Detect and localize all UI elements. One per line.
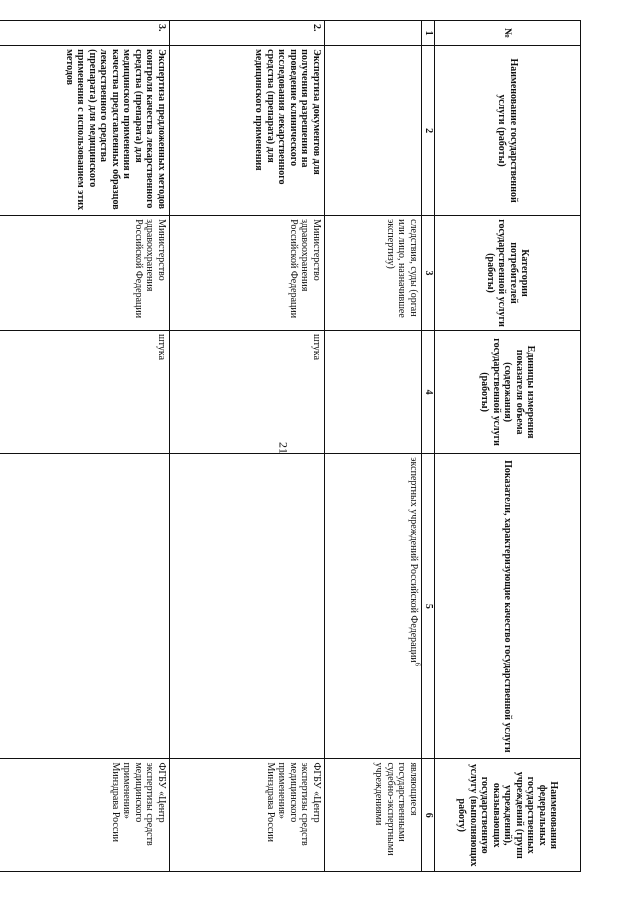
consumer-category: Министерство здравоохранения Российской Федерации [0, 216, 170, 331]
column-number: 4 [422, 330, 435, 453]
volume-unit: штука [0, 330, 170, 453]
table-row [0, 21, 170, 872]
table-rotation-wrapper [64, 20, 581, 872]
header-number: № [435, 21, 581, 46]
volume-unit: штука [170, 330, 325, 453]
column-number: 3 [422, 216, 435, 331]
institution: ФГБУ «Центр экспертизы средств медицинского применения» Минздрава России [0, 759, 170, 872]
column-number: 1 [422, 21, 435, 46]
footnote-marker: 6 [413, 662, 422, 667]
header-quality-indicators: Показатели, характеризующие качество государственной услуги [435, 454, 581, 759]
row-number: 3. [0, 21, 170, 46]
column-number: 5 [422, 454, 435, 759]
header-institutions: Наименования федеральных государственных учреждений (групп учреждений), оказывающих государственную услугу (выполняющих работу) [435, 759, 581, 872]
page-number: 21 [276, 442, 291, 454]
service-name: Экспертиза документов для получения разрешения на проведение клинического исследования лекарственного средства (препарата) для медицинского применения [170, 46, 325, 216]
service-name [325, 46, 422, 216]
column-number: 2 [422, 46, 435, 216]
quality-indicator [0, 454, 170, 759]
table-row [325, 21, 422, 872]
quality-indicator [170, 454, 325, 759]
header-service-name: Наименование государственной услуги (работы) [435, 46, 581, 216]
institution: являющиеся государственными судебно-экспертными учреждениями [325, 759, 422, 872]
row-number [325, 21, 422, 46]
header-volume-units: Единицы измерения показателя объема (содержания) государственной услуги (работы) [435, 330, 581, 453]
column-number-row [422, 21, 435, 872]
quality-indicator-text: экспертных учреждений Российской Федерации [408, 457, 419, 663]
row-number: 2. [170, 21, 325, 46]
institution: ФГБУ «Центр экспертизы средств медицинского применения» Минздрава России [170, 759, 325, 872]
volume-unit [325, 330, 422, 453]
table-row [170, 21, 325, 872]
table-header-row [435, 21, 581, 872]
service-name: Экспертиза предложенных методов контроля качества лекарственного средства (препарата) для медицинского применения и качества представленных образцов лекарственного средства (препарата) для медицинского применения с использованием этих методов [0, 46, 170, 216]
quality-indicator [325, 454, 422, 759]
column-number: 6 [422, 759, 435, 872]
consumer-category: следствия, суды (орган или лицо, назначившее экспертизу) [325, 216, 422, 331]
services-table [0, 20, 581, 872]
consumer-category: Министерство здравоохранения Российской Федерации [170, 216, 325, 331]
header-consumer-categories: Категории потребителей государственной услуги (работы) [435, 216, 581, 331]
